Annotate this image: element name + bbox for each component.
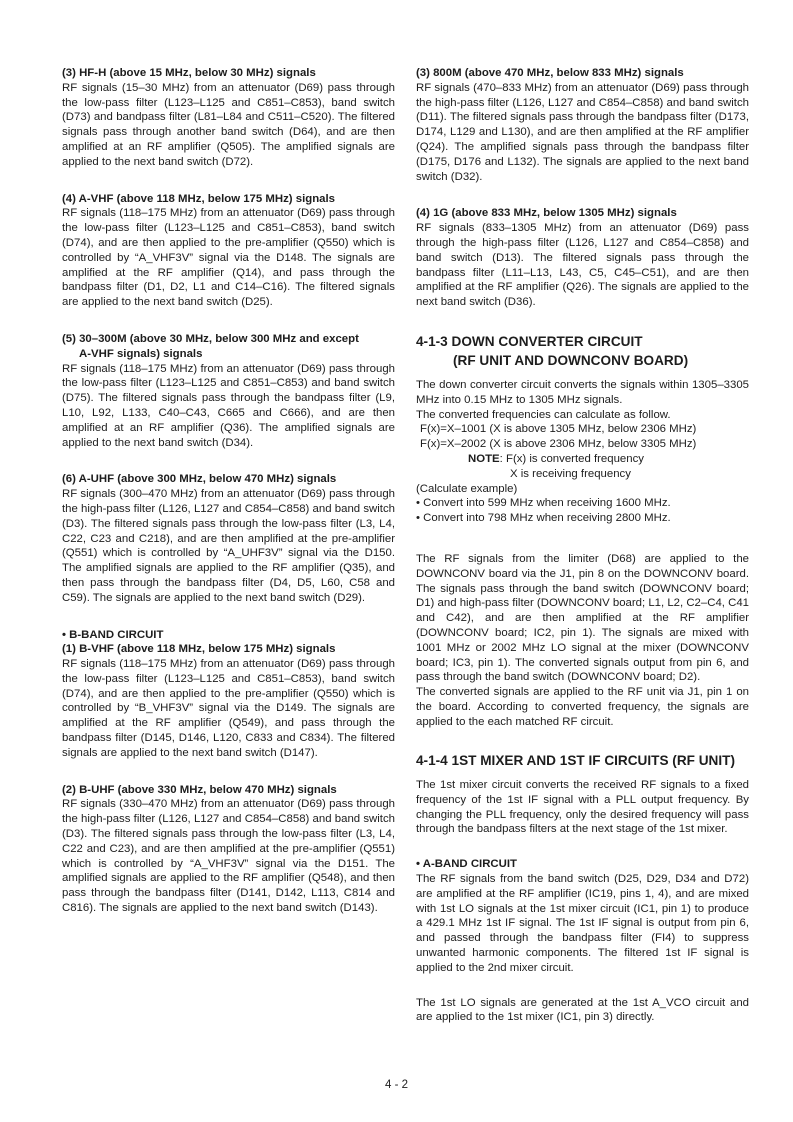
- note-label: NOTE: [468, 452, 500, 465]
- section-5-30-300m: [62, 332, 395, 450]
- calc-example-bullet2: • Convert into 798 MHz when receiving 2800 MHz.: [416, 512, 671, 525]
- downconv-note-line2: X is receiving frequency: [510, 467, 631, 480]
- section-4-1g-body: RF signals (833–1305 MHz) from an attenuator (D69) pass through the high-pass filter (L126, L127 and C854–C858) and band switch (D13). The filtered signals pass through the bandpass filter (L11–L13, L43, C5, C45–C51), and are then amplified at the RF amplifier (Q26). The signals are applied to the next band switch (D36).: [416, 222, 749, 309]
- section-4-avhf-body: RF signals (118–175 MHz) from an attenuator (D69) pass through the low-pass filter (L123–L125 and C851–C853), band switch (D74), and are then applied to the pre-amplifier (Q550) which is controlled by “A_VHF3V” signal via the D148. The signals are amplified at the RF amplifier (Q14), and pass through the bandpass filter (D1, D2, L1 and C14–C16). The filtered signals are applied to the next band switch (D25).: [62, 207, 395, 309]
- calc-example-bullet1: • Convert into 599 MHz when receiving 1600 MHz.: [416, 497, 671, 510]
- aband-circuit-heading: • A-BAND CIRCUIT: [416, 858, 518, 871]
- section-6-auhf: [62, 472, 395, 605]
- bband-circuit-heading: • B-BAND CIRCUIT: [62, 628, 164, 641]
- section-3-hfh: [62, 66, 395, 170]
- section-5-body: RF signals (118–175 MHz) from an attenuator (D69) pass through the low-pass filter (L123–L125 and C851–C853) and band switch (D75). The filtered signals pass through the bandpass filter (L9, L10, L92, L133, C40–C43, C665 and C666), and are then amplified at an RF amplifier (Q36). The amplified signals are applied to the next band switch (D34).: [62, 362, 395, 449]
- section-3-800m-heading: (3) 800M (above 470 MHz, below 833 MHz) signals: [416, 67, 684, 79]
- section-4-avhf-heading: (4) A-VHF (above 118 MHz, below 175 MHz) signals: [62, 192, 336, 205]
- section-4-1-3-heading-line1: 4-1-3 DOWN CONVERTER CIRCUIT: [416, 333, 643, 349]
- right-column: [416, 66, 749, 1047]
- section-3-hfh-body: RF signals (15–30 MHz) from an attenuator (D69) pass through the low-pass filter (L123–L125 and C851–C853), band switch (D73) and bandpass filter (L81–L84 and C511–C520). The filtered signals pass through another band switch (D64), and are then amplified at an RF amplifier (Q505). The amplified signals are applied to the next band switch (D72).: [62, 81, 395, 168]
- section-4-1-4-body: The 1st mixer circuit converts the received RF signals to a fixed frequency of the 1st IF signal with a PLL output frequency. By changing the PLL frequency, only the desired frequency will pass through the bandpass filters at the next stage of the 1st mixer.: [416, 778, 749, 836]
- downconv-formula1: F(x)=X–1001 (X is above 1305 MHz, below 2306 MHz): [420, 423, 697, 436]
- section-2-buhf-heading: (2) B-UHF (above 330 MHz, below 470 MHz) signals: [62, 783, 337, 796]
- page-number: 4 - 2: [384, 1079, 408, 1091]
- calc-example-label: (Calculate example): [416, 482, 518, 495]
- section-2-buhf: [62, 783, 395, 916]
- downconv-intro2: The converted frequencies can calculate as follow.: [416, 408, 671, 421]
- section-6-auhf-body: RF signals (300–470 MHz) from an attenuator (D69) pass through the high-pass filter (L126, L127 and C854–C858) and band switch (D3). The filtered signals pass through the low-pass filter (L3, L4, C22, C23 and C218), and are then amplified at the pre-amplifier (Q551) which is controlled by “A_UHF3V” signal via the D150. The amplified signals are applied to the RF amplifier (Q35), and then pass through the bandpass filter (D4, D5, L60, C58 and C59). The signals are applied to the next band switch (D29).: [62, 488, 395, 604]
- section-1-bvhf-heading: (1) B-VHF (above 118 MHz, below 175 MHz) signals: [62, 643, 336, 656]
- section-6-auhf-heading: (6) A-UHF (above 300 MHz, below 470 MHz) signals: [62, 473, 337, 486]
- section-2-buhf-body: RF signals (330–470 MHz) from an attenuator (D69) pass through the high-pass filter (L126, L127 and C854–C858) and band switch (D3). The filtered signals pass through the low-pass filter (L3, L4, C22 and C23), and are then amplified at the pre-amplifier (Q551) which is controlled by “A_VHF3V” signal via the D151. The amplified signals are applied to the RF amplifier (Q548), and then pass through the bandpass filter (D141, D142, L113, C814 and C816). The signals are applied to the next band switch (D143).: [62, 798, 395, 915]
- left-column: [62, 66, 395, 1047]
- section-3-800m: [416, 66, 749, 184]
- section-4-1-4-heading: 4-1-4 1ST MIXER AND 1ST IF CIRCUITS (RF UNIT): [416, 753, 735, 769]
- downconv-para2: The converted signals are applied to the RF unit via J1, pin 1 on the board. According to converted frequency, the signals are applied to the each matched RF circuit.: [416, 686, 749, 728]
- section-5-heading-line1: (5) 30–300M (above 30 MHz, below 300 MHz and except: [62, 332, 359, 345]
- section-1-bvhf-body: RF signals (118–175 MHz) from an attenuator (D69) pass through the low-pass filter (L123–L125 and C851–C853), band switch (D74), and are then applied to the pre-amplifier (Q550) which is controlled by “B_VHF3V” signal via the D149. The signals are amplified at the RF amplifier (Q549), and pass through the bandpass filter (D145, D146, L120, C833 and C834). The filtered signals are applied to the next band switch (D147).: [62, 658, 395, 759]
- downconv-para1: The RF signals from the limiter (D68) are applied to the DOWNCONV board via the J1, pin 8 on the DOWNCONV board. The signals pass through the band switch (DOWNCONV board; D1) and high-pass filter (DOWNCONV board; L1, L2, C2–C4, C41 and C42), and are then amplified at the RF amplifier (DOWNCONV board; IC2, pin 1). The signals are mixed with 1001 MHz or 2002 MHz LO signal at the mixer (DOWNCONV board; IC3, pin 1). The converted signals output from pin 6, and pass through the band switch (DOWNCONV board; D2).: [416, 552, 749, 684]
- section-5-heading-line2: A-VHF signals) signals: [79, 347, 203, 360]
- downconv-note: [416, 452, 749, 467]
- section-4-1-4-first-mixer: [416, 751, 749, 1025]
- aband-circuit-body2: The 1st LO signals are generated at the 1st A_VCO circuit and are applied to the 1st mixer (IC1, pin 3) directly.: [416, 996, 749, 1024]
- section-4-1-3-down-converter: [416, 332, 749, 730]
- section-bband: [62, 628, 395, 761]
- section-4-avhf: [62, 192, 395, 310]
- section-4-1-3-heading-line2: (RF UNIT AND DOWNCONV BOARD): [453, 353, 689, 369]
- section-4-1g: [416, 206, 749, 310]
- two-column-layout: [62, 66, 749, 1047]
- aband-circuit-body: The RF signals from the band switch (D25, D29, D34 and D72) are amplified at the RF amplifier (IC19, pins 1, 4), and are mixed with 1st LO signals at the 1st mixer circuit (IC1, pin 1) to produce a 429.1 MHz 1st IF signal. The 1st IF signal is output from pin 6, and passed through the bandpass filter (FI4) to suppress unwanted harmonic components. The filtered 1st IF signal is applied to the 2nd mixer circuit.: [416, 872, 749, 974]
- section-3-hfh-heading: (3) HF-H (above 15 MHz, below 30 MHz) signals: [62, 67, 316, 79]
- downconv-formula2: F(x)=X–2002 (X is above 2306 MHz, below 3305 MHz): [420, 438, 697, 451]
- note-text: : F(x) is converted frequency: [499, 452, 644, 465]
- section-4-1-3-heading: [416, 332, 749, 371]
- downconv-intro1: The down converter circuit converts the signals within 1305–3305 MHz into 0.15 MHz to 1305 MHz signals.: [416, 378, 749, 406]
- section-4-1g-heading: (4) 1G (above 833 MHz, below 1305 MHz) signals: [416, 207, 677, 220]
- section-3-800m-body: RF signals (470–833 MHz) from an attenuator (D69) pass through the high-pass filter (L126, L127 and C854–C858) and band switch (D11). The filtered signals pass through the bandpass filter (D173, D174, L129 and L130), and are then amplified at the RF amplifier (Q24). The amplified signals pass through the bandpass filter (D175, D176 and L132). The signals are applied to the next band switch (D32).: [416, 81, 749, 183]
